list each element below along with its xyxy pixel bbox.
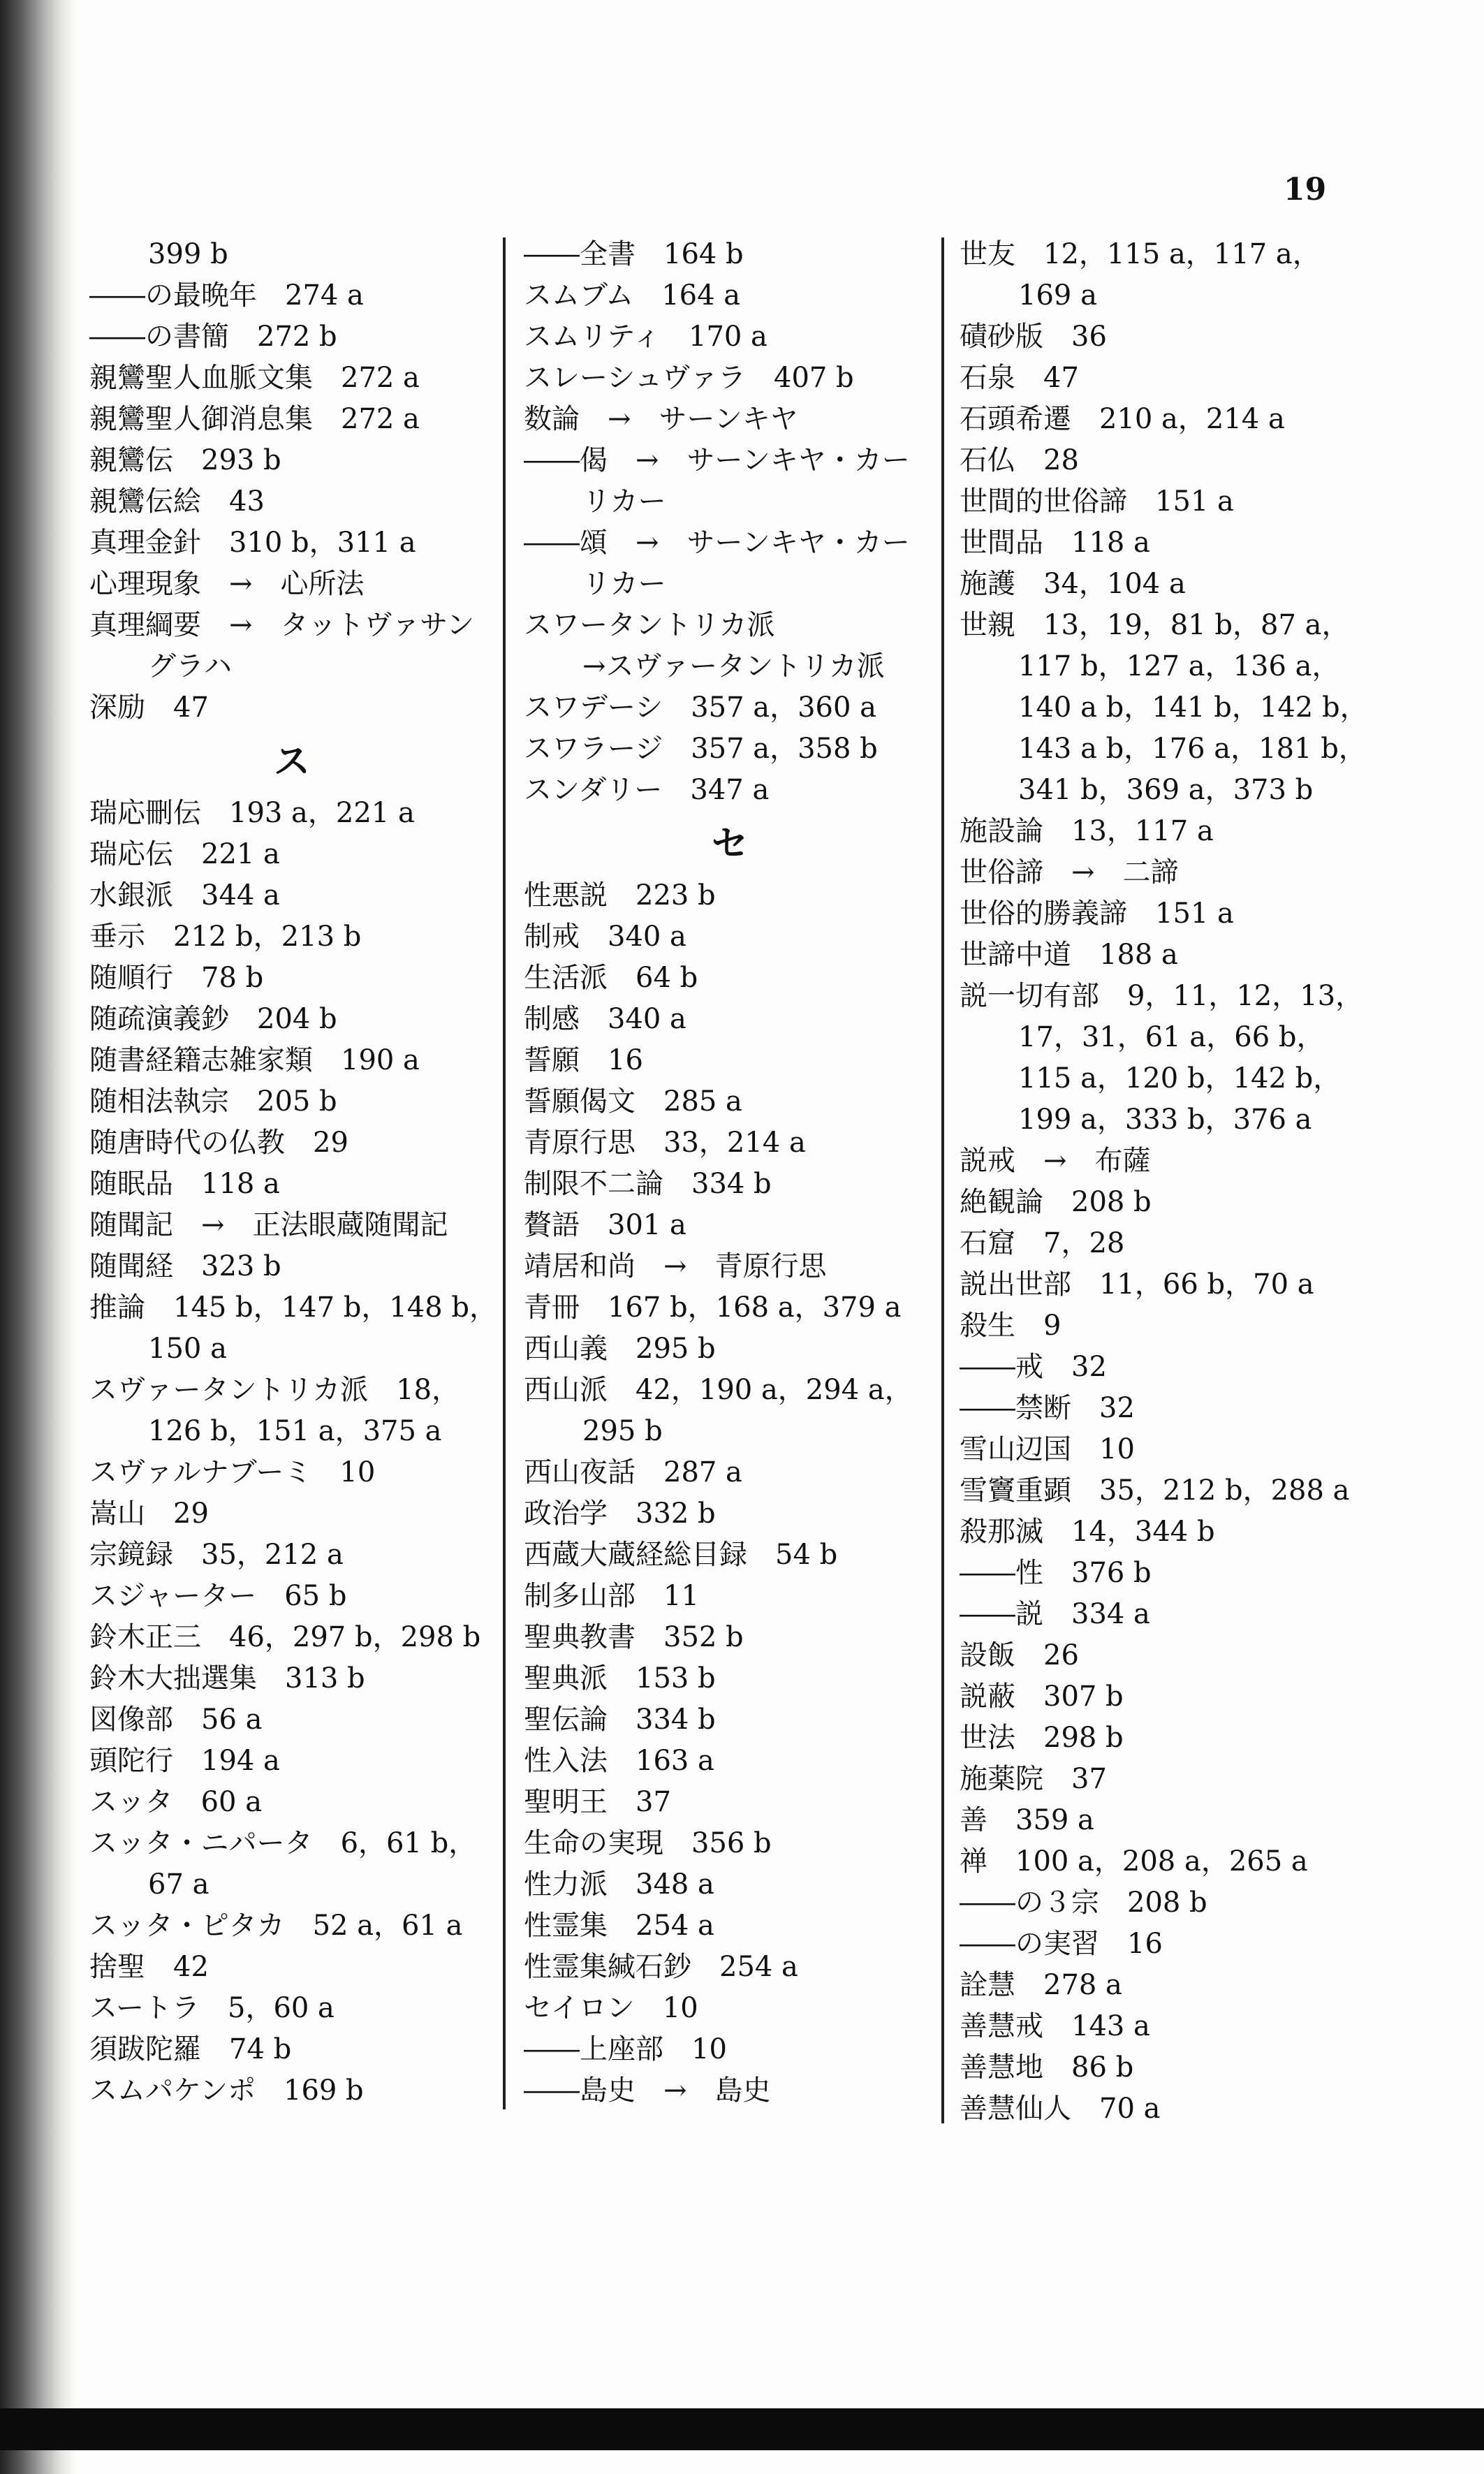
index-entry-continuation: 115 a，120 b，142 b，	[1018, 1062, 1342, 1095]
index-entry-continuation: 150 a	[148, 1333, 227, 1365]
index-entry: ――戒 32	[960, 1351, 1107, 1383]
index-entry: 西山義 295 b	[524, 1333, 716, 1365]
index-entry: 瑞応刪伝 193 a，221 a	[89, 797, 415, 829]
index-entry: 数論 → サーンキヤ	[524, 403, 798, 435]
entry-list	[89, 234, 494, 729]
index-entry-continuation: グラハ	[148, 650, 232, 682]
index-entry: 説出世部 11，66 b，70 a	[960, 1268, 1314, 1301]
index-entry: 須跋陀羅 74 b	[89, 2033, 292, 2065]
index-entry: 世法 298 b	[960, 1722, 1124, 1754]
index-entry-continuation: 143 a b，176 a，181 b，	[1018, 733, 1367, 765]
index-column-3	[960, 234, 1368, 2130]
index-entry: スムリティ 170 a	[524, 321, 767, 353]
index-entry: 親鸞聖人血脈文集 272 a	[89, 362, 420, 394]
index-entry: 真理金針 310 b，311 a	[89, 527, 416, 559]
index-entry: 世俗諦 → 二諦	[960, 856, 1179, 888]
index-entry: 説一切有部 9，11，12，13，	[960, 980, 1364, 1012]
scan-shadow-bottom	[0, 2408, 1484, 2450]
index-entry: 誓願偈文 285 a	[524, 1085, 742, 1118]
index-entry: 世間的世俗諦 151 a	[960, 485, 1234, 518]
index-entry: 嵩山 29	[89, 1498, 209, 1530]
index-entry-continuation: リカー	[582, 485, 666, 518]
index-entry: 世友 12，115 a，117 a，	[960, 238, 1321, 270]
index-entry: 親鸞伝絵 43	[89, 485, 265, 518]
index-entry: スートラ 5，60 a	[89, 1992, 335, 2024]
index-entry: ――の書簡 272 b	[89, 321, 337, 353]
entry-list	[89, 793, 498, 2111]
index-entry: ――島史 → 島史	[524, 2074, 771, 2107]
index-entry: 制限不二論 334 b	[524, 1168, 772, 1200]
index-entry-continuation: 126 b，151 a，375 a	[148, 1415, 442, 1447]
index-entry: 垂示 212 b，213 b	[89, 921, 362, 953]
index-entry: 詮慧 278 a	[960, 1969, 1122, 2001]
index-entry: 世親 13，19，81 b，87 a，	[960, 609, 1350, 641]
index-entry: 施設論 13，117 a	[960, 815, 1214, 847]
index-entry: 説蔽 307 b	[960, 1681, 1124, 1713]
index-entry: 性力派 348 a	[524, 1868, 714, 1901]
index-entry: 石仏 28	[960, 444, 1079, 476]
index-entry: ――性 376 b	[960, 1557, 1152, 1589]
index-entry: スワラージ 357 a，358 b	[524, 733, 878, 765]
index-entry-continuation: 67 a	[148, 1868, 210, 1901]
index-entry: 世諦中道 188 a	[960, 939, 1178, 971]
index-entry-continuation: 140 a b，141 b，142 b，	[1018, 691, 1368, 724]
index-entry: 鈴木正三 46，297 b，298 b	[89, 1621, 481, 1653]
index-entry: 推論 145 b，147 b，148 b，	[89, 1291, 498, 1324]
index-entry: 随聞経 323 b	[89, 1250, 281, 1282]
index-entry: スムパケンポ 169 b	[89, 2074, 364, 2107]
index-entry: ――全書 164 b	[524, 238, 744, 270]
index-entry: スヴァータントリカ派 18，	[89, 1374, 460, 1406]
entry-list	[960, 234, 1368, 2130]
index-entry: 磧砂版 36	[960, 321, 1107, 353]
index-entry-continuation: →スヴァータントリカ派	[582, 650, 885, 682]
index-entry: 随聞記 → 正法眼蔵随聞記	[89, 1209, 448, 1241]
index-entry: ――偈 → サーンキヤ・カー	[524, 444, 910, 476]
index-entry: 図像部 56 a	[89, 1704, 263, 1736]
index-entry-continuation: 17，31，61 a，66 b，	[1018, 1021, 1325, 1053]
index-entry: スッタ・ニパータ 6，61 b，	[89, 1827, 477, 1859]
index-entry: 善 359 a	[960, 1804, 1094, 1836]
index-entry: 雪山辺国 10	[960, 1433, 1135, 1465]
index-entry: 石泉 47	[960, 362, 1079, 394]
index-entry: 説戒 → 布薩	[960, 1145, 1151, 1177]
index-entry: 随唐時代の仏教 29	[89, 1127, 348, 1159]
index-entry: 宗鏡録 35，212 a	[89, 1539, 344, 1571]
index-entry: ――上座部 10	[524, 2033, 727, 2065]
index-entry: ――の３宗 208 b	[960, 1887, 1207, 1919]
index-entry: 親鸞聖人御消息集 272 a	[89, 403, 420, 435]
index-entry: 随順行 78 b	[89, 962, 264, 994]
index-entry: 雪竇重顕 35，212 b，288 a	[960, 1474, 1350, 1507]
index-entry: 靖居和尚 → 青原行思	[524, 1250, 827, 1282]
section-heading-se: セ	[711, 823, 748, 865]
index-entry: スジャーター 65 b	[89, 1580, 347, 1612]
index-entry: 生命の実現 356 b	[524, 1827, 772, 1859]
index-entry: スレーシュヴァラ 407 b	[524, 362, 854, 394]
index-entry: 性霊集 254 a	[524, 1910, 714, 1942]
index-entry: スワータントリカ派	[524, 609, 775, 641]
index-entry: 随相法執宗 205 b	[89, 1085, 337, 1118]
index-entry: スッタ 60 a	[89, 1786, 263, 1818]
index-entry: 贅語 301 a	[524, 1209, 686, 1241]
index-entry: 殺那滅 14，344 b	[960, 1516, 1215, 1548]
index-entry: 禅 100 a，208 a，265 a	[960, 1845, 1308, 1878]
index-entry: 真理綱要 → タットヴァサン	[89, 609, 475, 641]
index-entry: 聖伝論 334 b	[524, 1704, 716, 1736]
index-entry: 世間品 118 a	[960, 527, 1150, 559]
index-entry: 制多山部 11	[524, 1580, 699, 1612]
entry-list	[524, 234, 936, 811]
index-entry-continuation: 295 b	[582, 1415, 663, 1447]
index-entry: ――説 334 a	[960, 1598, 1150, 1630]
index-entry: 性入法 163 a	[524, 1745, 714, 1777]
index-entry: 世俗的勝義諦 151 a	[960, 898, 1234, 930]
index-entry: 生活派 64 b	[524, 962, 698, 994]
page-number: 19	[1284, 172, 1327, 207]
column-rule	[941, 237, 944, 2123]
index-entry: 西山派 42，190 a，294 a，	[524, 1374, 913, 1406]
index-entry-continuation: 341 b，369 a，373 b	[1018, 774, 1314, 806]
index-entry: 心理現象 → 心所法	[89, 568, 365, 600]
index-entry: 誓願 16	[524, 1044, 643, 1076]
scan-shadow-left	[0, 0, 77, 2474]
index-entry: 頭陀行 194 a	[89, 1745, 280, 1777]
index-entry: 深励 47	[89, 691, 209, 724]
index-entry: 聖典教書 352 b	[524, 1621, 744, 1653]
section-heading-su: ス	[273, 740, 310, 783]
index-entry-continuation: リカー	[582, 568, 666, 600]
index-entry: 絶観論 208 b	[960, 1186, 1152, 1218]
index-entry: 水銀派 344 a	[89, 879, 280, 912]
index-entry: 施護 34，104 a	[960, 568, 1186, 600]
index-entry-continuation: 117 b，127 a，136 a，	[1018, 650, 1340, 682]
index-entry: 石頭希遷 210 a，214 a	[960, 403, 1285, 435]
index-entry: 西山夜話 287 a	[524, 1456, 742, 1488]
index-entry: 随書経籍志雑家類 190 a	[89, 1044, 420, 1076]
index-entry: 政治学 332 b	[524, 1498, 716, 1530]
index-entry-continuation: 199 a，333 b，376 a	[1018, 1104, 1312, 1136]
index-entry: 善慧仙人 70 a	[960, 2093, 1161, 2125]
index-entry: 鈴木大拙選集 313 b	[89, 1662, 365, 1695]
index-entry: 設飯 26	[960, 1639, 1079, 1671]
index-entry: スッタ・ピタカ 52 a，61 a	[89, 1910, 463, 1942]
index-entry: 親鸞伝 293 b	[89, 444, 281, 476]
column-rule	[503, 237, 506, 2109]
index-column-1	[89, 234, 498, 2111]
index-entry: ――頌 → サーンキヤ・カー	[524, 527, 910, 559]
index-entry: スワデーシ 357 a，360 a	[524, 691, 877, 724]
index-entry: 随眠品 118 a	[89, 1168, 280, 1200]
index-entry: スンダリー 347 a	[524, 774, 770, 806]
index-entry: 善慧地 86 b	[960, 2051, 1134, 2084]
index-entry: 石窟 7，28	[960, 1227, 1125, 1259]
index-entry: 制感 340 a	[524, 1003, 686, 1035]
index-entry-continuation: 399 b	[148, 238, 228, 270]
index-entry: ――の実習 16	[960, 1928, 1163, 1960]
index-entry: ――禁断 32	[960, 1392, 1135, 1424]
index-entry: 捨聖 42	[89, 1951, 209, 1983]
index-entry: 瑞応伝 221 a	[89, 838, 280, 870]
index-entry: 性悪説 223 b	[524, 879, 716, 912]
index-entry: 聖明王 37	[524, 1786, 671, 1818]
index-entry: 西蔵大蔵経総目録 54 b	[524, 1539, 838, 1571]
index-entry-continuation: 169 a	[1018, 279, 1097, 312]
index-entry: 随疏演義鈔 204 b	[89, 1003, 337, 1035]
index-entry: 青原行思 33，214 a	[524, 1127, 806, 1159]
index-entry: 聖典派 153 b	[524, 1662, 716, 1695]
index-column-2	[524, 234, 936, 2111]
index-entry: ――の最晩年 274 a	[89, 279, 364, 312]
index-entry: 善慧戒 143 a	[960, 2010, 1150, 2042]
index-entry: 性霊集緘石鈔 254 a	[524, 1951, 798, 1983]
entry-list	[524, 875, 936, 2111]
index-entry: スヴァルナブーミ 10	[89, 1456, 376, 1488]
index-entry: 施薬院 37	[960, 1763, 1107, 1795]
index-entry: 制戒 340 a	[524, 921, 686, 953]
index-entry: スムブム 164 a	[524, 279, 741, 312]
index-entry: セイロン 10	[524, 1992, 698, 2024]
index-entry: 青冊 167 b，168 a，379 a	[524, 1291, 902, 1324]
index-entry: 殺生 9	[960, 1310, 1061, 1342]
